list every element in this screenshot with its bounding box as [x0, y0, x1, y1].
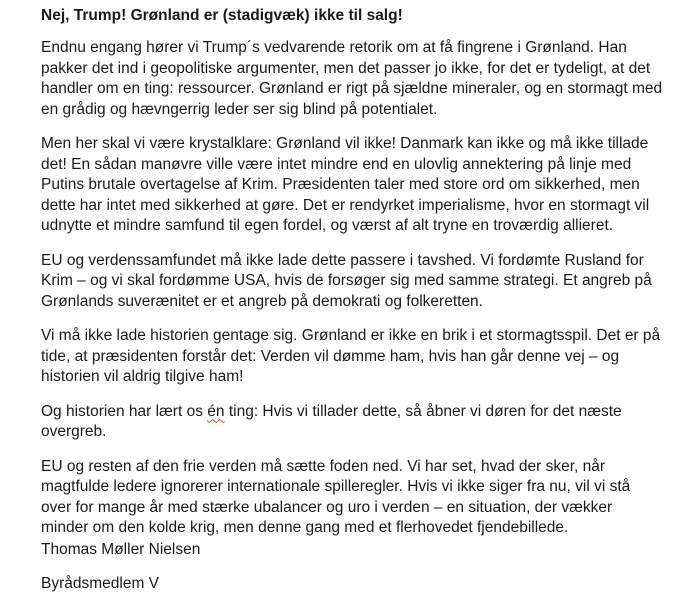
- paragraph-6: [41, 457, 691, 539]
- document-title: Nej, Trump! Grønland er (stadigvæk) ikke til salg!: [41, 7, 403, 24]
- text-line: dette har intet med sikkerhed at gøre. Det er rendyrket imperialisme, hvor en stormagt vil: [41, 196, 650, 214]
- text-line: EU og verdenssamfundet må ikke lade dette passere i tavshed. Vi fordømte Rusland for: [41, 251, 644, 269]
- paragraph-5: [41, 402, 691, 443]
- paragraph-1: [41, 38, 691, 120]
- text-line: en grådig og hævngerrig leder ser sig blind på potentialet.: [41, 100, 438, 118]
- text-line: Men her skal vi være krystalklare: Grønland vil ikke! Danmark kan ikke og må ikke tillade: [41, 135, 649, 152]
- text-line: udnytte et mindre samfund til egen fordel, og værst af alt tryne en troværdig allieret.: [41, 217, 614, 234]
- text-line: Putins brutale overtagelse af Krim. Præsidenten taler med store ord om sikkerhed, men: [41, 176, 640, 193]
- spellcheck-flag: én: [207, 402, 225, 420]
- text-line: tide, at præsidenten forstår det: Verden vil dømme ham, hvis han går denne vej – og: [41, 347, 620, 365]
- text-line: Krim – og vi skal fordømme USA, hvis de forsøger sig med samme strategi. Et angreb på: [41, 272, 652, 289]
- text-line: magtfulde ledere ignorerer internationale spilleregler. Hvis vi ikke siger fra nu, vil vi stå: [41, 478, 631, 495]
- paragraph-4: [41, 326, 691, 388]
- text-line: Endnu engang hører vi Trump´s vedvarende retorik om at få fingrene i Grønland. Han: [41, 39, 627, 56]
- signature-role: Byrådsmedlem V: [41, 575, 160, 592]
- text-line: Og historien har lært os én ting: Hvis vi tillader dette, så åbner vi døren for det næste: [41, 402, 622, 420]
- text-line: overgreb.: [41, 423, 107, 440]
- text-line: Grønlands suverænitet er et angreb på demokrati og folkeretten.: [41, 292, 483, 310]
- text-line: over for mange år med stærke ubalancer og uro i verden – en situation, der vækker: [41, 498, 613, 516]
- paragraph-2: [41, 134, 691, 237]
- text-line: historien vil aldrig tilgive ham!: [41, 368, 244, 385]
- text-line: det! En sådan manøvre ville være intet mindre end en ulovlig annektering på linje med: [41, 155, 632, 173]
- text-line: EU og resten af den frie verden må sætte foden ned. Vi har set, hvad der sker, når: [41, 457, 606, 475]
- text-line: Vi må ikke lade historien gentage sig. Grønland er ikke en brik i et stormagtsspil. Det er på: [41, 327, 661, 344]
- signature-name: Thomas Møller Nielsen: [41, 541, 201, 558]
- text-line: handler om en ting: ressourcer. Grønland er rigt på sjældne mineraler, og en stormagt med: [41, 80, 663, 97]
- document-body: [41, 6, 691, 553]
- paragraph-3: [41, 251, 691, 313]
- text-line: minder om den kolde krig, men denne gang med et flerhovedet fjendebillede.: [41, 519, 569, 536]
- text-line: pakker det ind i geopolitiske argumenter, men det passer jo ikke, for det er tydeligt, at det: [41, 59, 651, 77]
